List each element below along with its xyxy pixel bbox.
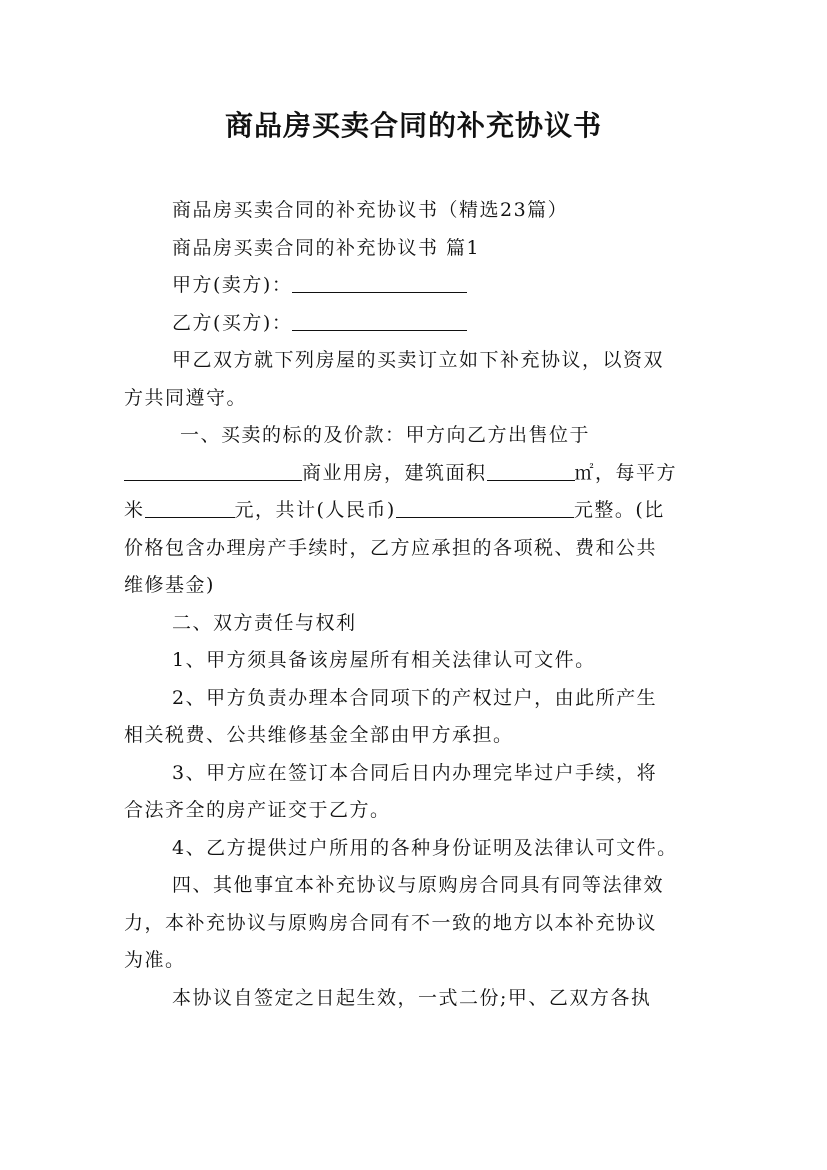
section-heading bbox=[124, 605, 724, 643]
party-b-label: 乙方(买方)： bbox=[172, 311, 293, 334]
paragraph-line bbox=[124, 980, 724, 1018]
line-text: 为准。 bbox=[124, 949, 186, 971]
line-text: 商品房买卖合同的补充协议书（精选23篇） bbox=[172, 199, 569, 221]
line-text: 商业用房，建筑面积 bbox=[302, 461, 487, 484]
paragraph-line bbox=[124, 755, 724, 793]
line-text: 米 bbox=[124, 499, 145, 521]
area-blank bbox=[487, 462, 575, 481]
line-text: 维修基金) bbox=[124, 574, 215, 596]
paragraph-line bbox=[124, 830, 724, 868]
paragraph-line bbox=[124, 380, 724, 418]
line-text: 方共同遵守。 bbox=[124, 386, 248, 409]
line-text: 1、甲方须具备该房屋所有相关法律认可文件。 bbox=[172, 649, 596, 671]
line-text: ㎡，每平方 bbox=[574, 461, 678, 484]
price-line bbox=[124, 492, 724, 530]
property-line bbox=[124, 455, 724, 493]
document-title: 商品房买卖合同的补充协议书 bbox=[224, 109, 602, 142]
paragraph-line bbox=[124, 642, 724, 680]
line-text: 二、双方责任与权利 bbox=[172, 611, 357, 634]
party-a-blank bbox=[292, 274, 467, 293]
line-text: 相关税费、公共维修基金全部由甲方承担。 bbox=[124, 724, 514, 746]
party-a-line bbox=[124, 267, 724, 305]
line-text: 2、甲方负责办理本合同项下的产权过户，由此所产生 bbox=[172, 686, 658, 709]
paragraph-line bbox=[124, 192, 724, 230]
line-text: 元，共计(人民币) bbox=[234, 499, 396, 521]
paragraph-line bbox=[124, 417, 724, 455]
line-text: 元整。(比 bbox=[573, 499, 665, 521]
paragraph-line bbox=[124, 717, 724, 755]
paragraph-line bbox=[124, 680, 724, 718]
paragraph-line bbox=[124, 530, 724, 568]
line-text: 甲乙双方就下列房屋的买卖订立如下补充协议，以资双 bbox=[172, 349, 665, 371]
location-blank bbox=[124, 462, 302, 481]
party-b-blank bbox=[292, 312, 467, 331]
total-price-blank bbox=[396, 499, 574, 518]
paragraph-line bbox=[124, 342, 724, 380]
paragraph-line bbox=[124, 942, 724, 980]
paragraph-line bbox=[124, 867, 724, 905]
line-text: 本协议自签定之日起生效，一式二份;甲、乙双方各执 bbox=[172, 986, 652, 1009]
line-text: 3、甲方应在签订本合同后日内办理完毕过户手续，将 bbox=[172, 761, 658, 784]
line-text: 价格包含办理房产手续时，乙方应承担的各项税、费和公共 bbox=[124, 536, 658, 559]
line-text: 力，本补充协议与原购房合同有不一致的地方以本补充协议 bbox=[124, 911, 658, 934]
paragraph-line bbox=[124, 905, 724, 943]
unit-price-blank bbox=[145, 499, 235, 518]
paragraph-line bbox=[124, 230, 724, 268]
party-a-label: 甲方(卖方)： bbox=[172, 274, 293, 296]
line-text: 4、乙方提供过户所用的各种身份证明及法律认可文件。 bbox=[172, 836, 678, 859]
paragraph-line bbox=[124, 792, 724, 830]
line-text: 合法齐全的房产证交于乙方。 bbox=[124, 799, 391, 821]
line-text: 四、其他事宜本补充协议与原购房合同具有同等法律效 bbox=[172, 874, 665, 896]
paragraph-line bbox=[124, 567, 724, 605]
document-body bbox=[124, 192, 724, 1017]
line-text: 一、买卖的标的及价款：甲方向乙方出售位于 bbox=[180, 424, 591, 446]
party-b-line bbox=[124, 305, 724, 343]
line-text: 商品房买卖合同的补充协议书 篇1 bbox=[172, 236, 481, 259]
